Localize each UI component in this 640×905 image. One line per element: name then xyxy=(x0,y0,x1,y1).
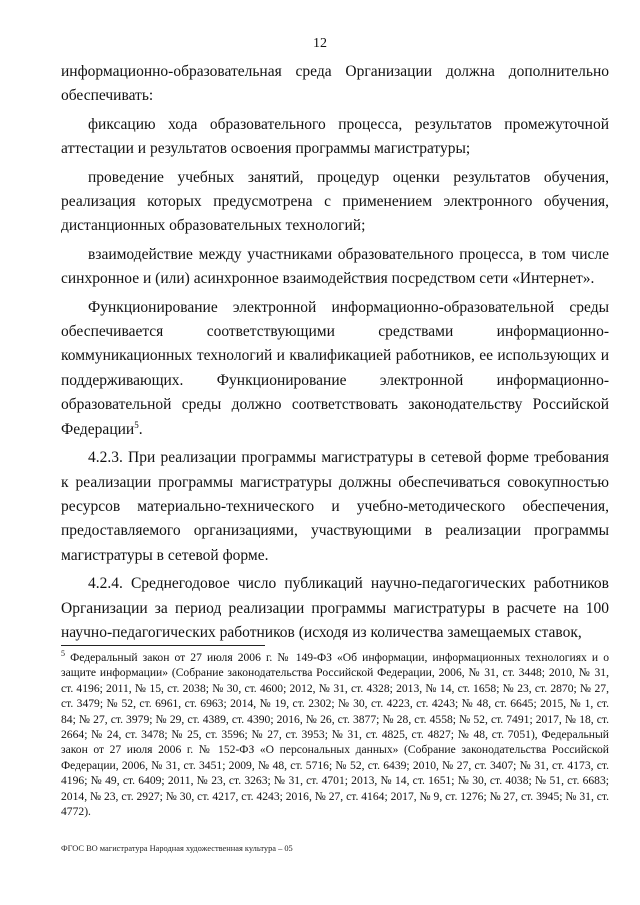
paragraph: фиксацию хода образовательного процесса, результатов промежуточной аттестации и результатов освоения программы магистратуры; xyxy=(61,115,609,158)
paragraph: взаимодействие между участниками образовательного процесса, в том числе синхронное и (или) асинхронное взаимодействия посредством сети «Интернет». xyxy=(61,245,609,288)
page-footer: ФГОС ВО магистратура Народная художественная культура – 05 xyxy=(61,844,293,853)
footnote-text: Федеральный закон от 27 июля 2006 г. № 149-ФЗ «Об информации, информационных технологиях и о защите информации» (Собрание законодательства Российской Федерации, 2006, № 31, ст. 3448; 2010, № 31, ст. 4196; 2011, № 15, ст. 2038; № 30, ст. 4600; 2012, № 31, ст. 4328; 2013, № 14, ст. 1658; № 23, ст. 2870; № 27, ст. 3479; № 52, ст. 6961, ст. 6963; 2014, № 19, ст. 2302; № 30, ст. 4223, ст. 4243; № 48, ст. 6645; 2015, № 1, ст. 84; № 27, ст. 3979; № 29, ст. 4389, ст. 4390; 2016, № 26, ст. 3877; № 28, ст. 4558; № 52, ст. 7491; 2017, № 18, ст. 2664; № 24, ст. 3478; № 25, ст. 3596; № 27, ст. 3953; № 31, ст. 4825, ст. 4827; № 48, ст. 7051), Федеральный закон от 27 июля 2006 г. № 152-ФЗ «О персональных данных» (Собрание законодательства Российской Федерации, 2006, № 31, ст. 3451; 2009, № 48, ст. 5716; № 52, ст. 6439; 2010, № 27, ст. 3407; № 31, ст. 4173, ст. 4196; № 49, ст. 6409; 2011, № 23, ст. 3263; № 31, ст. 4701; 2013, № 14, ст. 1651; № 30, ст. 4038; № 51, ст. 6683; 2014, № 23, ст. 2927; № 30, ст. 4217, ст. 4243; 2016, № 27, ст. 4164; 2017, № 9, ст. 1276; № 27, ст. 3945; № 31, ст. 4772). xyxy=(61,651,609,819)
paragraph: проведение учебных занятий, процедур оценки результатов обучения, реализация которых предусмотрена с применением электронного обучения, дистанционных образовательных технологий; xyxy=(61,168,609,235)
paragraph: 4.2.3. При реализации программы магистратуры в сетевой форме требования к реализации программы магистратуры должны обеспечиваться совокупностью ресурсов материально-технического и учебно-методического обеспечения, предоставляемого организациями, участвующими в реализации программы магистратуры в сетевой форме. xyxy=(61,449,609,564)
paragraph: информационно-образовательная среда Организации должна дополнительно обеспечивать: xyxy=(61,63,609,105)
paragraph-end: . xyxy=(138,420,143,438)
paragraph: 4.2.4. Среднегодовое число публикаций научно-педагогических работников Организации за период реализации программы магистратуры в расчете на 100 научно-педагогических работников (исходя из количества замещаемых ставок, xyxy=(61,575,609,641)
main-text xyxy=(61,60,609,645)
footnote-reference[interactable]: 5 xyxy=(134,419,139,430)
page-number: 12 xyxy=(313,36,327,51)
footnote-divider xyxy=(61,645,265,646)
footnote xyxy=(61,650,609,819)
paragraph-text: Функционирование электронной информационно-образовательной среды обеспечивается соответствующими средствами информационно-коммуникационных технологий и квалификацией работников, ее использующих и поддерживающих. Функционирование электронной информационно-образовательной среды должно соответствовать законодательству Российской Федерации xyxy=(61,298,609,438)
paragraph-with-footnote xyxy=(61,296,609,442)
footnote-mark: 5 xyxy=(61,649,65,659)
